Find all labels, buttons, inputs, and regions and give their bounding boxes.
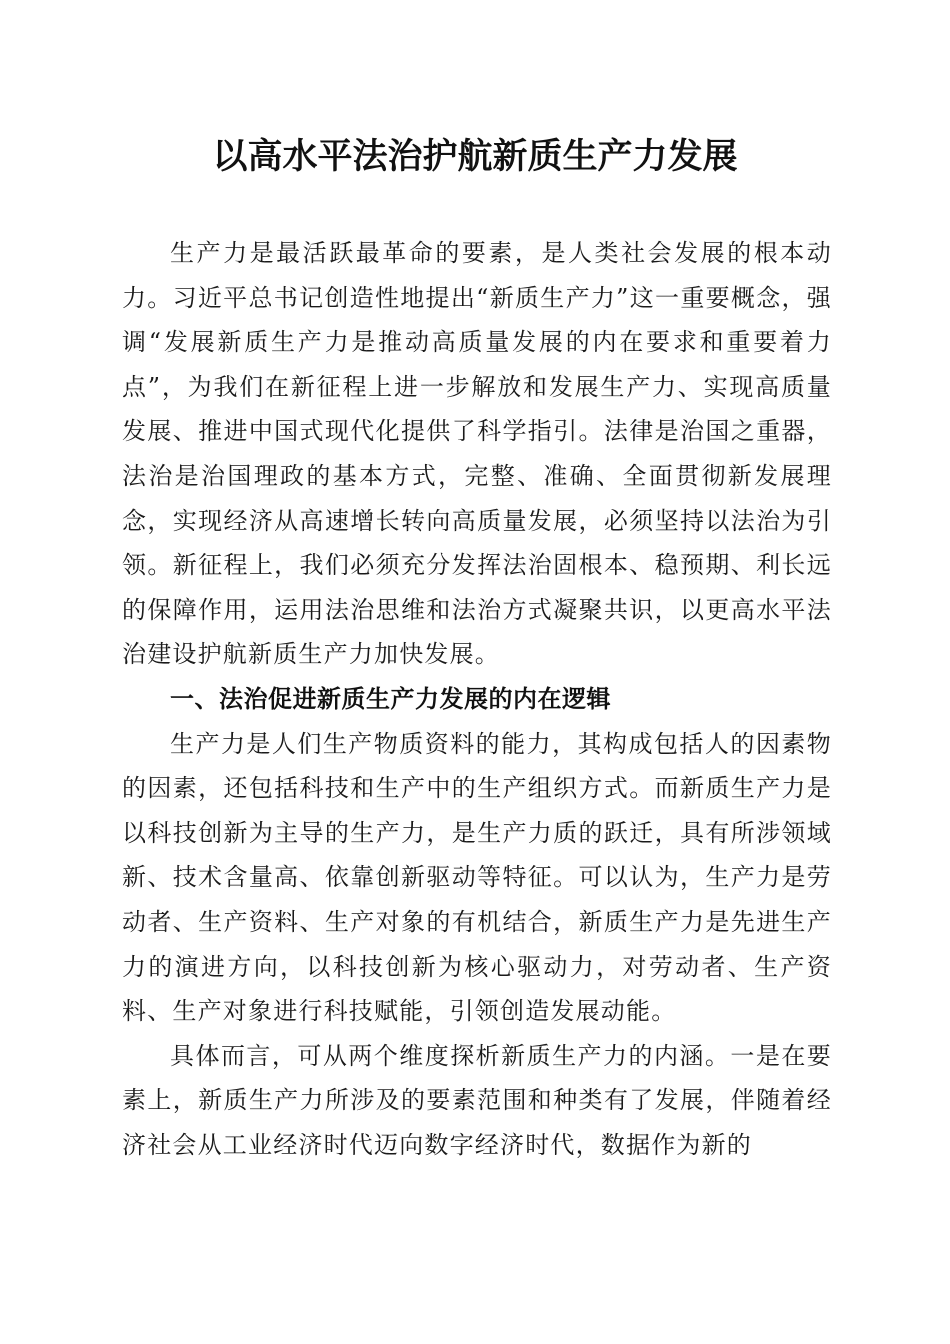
document-body bbox=[122, 231, 832, 1167]
intro-paragraph: 生产力是最活跃最革命的要素，是人类社会发展的根本动力。习近平总书记创造性地提出“新质生产力”这一重要概念，强调“发展新质生产力是推动高质量发展的内在要求和重要着力点”，为我们在新征程上进一步解放和发展生产力、实现高质量发展、推进中国式现代化提供了科学指引。法律是治国之重器，法治是治国理政的基本方式，完整、准确、全面贯彻新发展理念，实现经济从高速增长转向高质量发展，必须坚持以法治为引领。新征程上，我们必须充分发挥法治固根本、稳预期、利长远的保障作用，运用法治思维和法治方式凝聚共识，以更高水平法治建设护航新质生产力加快发展。 bbox=[122, 239, 832, 669]
document-title: 以高水平法治护航新质生产力发展 bbox=[212, 136, 738, 177]
section-paragraph-2: 具体而言，可从两个维度探析新质生产力的内涵。一是在要素上，新质生产力所涉及的要素范围和种类有了发展，伴随着经济社会从工业经济时代迈向数字经济时代，数据作为新的 bbox=[122, 1041, 832, 1159]
section-paragraph-1: 生产力是人们生产物质资料的能力，其构成包括人的因素物的因素，还包括科技和生产中的生产组织方式。而新质生产力是以科技创新为主导的生产力，是生产力质的跃迁，具有所涉领域新、技术含量高、依靠创新驱动等特征。可以认为，生产力是劳动者、生产资料、生产对象的有机结合，新质生产力是先进生产力的演进方向，以科技创新为核心驱动力，对劳动者、生产资料、生产对象进行科技赋能，引领创造发展动能。 bbox=[122, 729, 832, 1026]
section-heading: 一、法治促进新质生产力发展的内在逻辑 bbox=[170, 684, 611, 713]
